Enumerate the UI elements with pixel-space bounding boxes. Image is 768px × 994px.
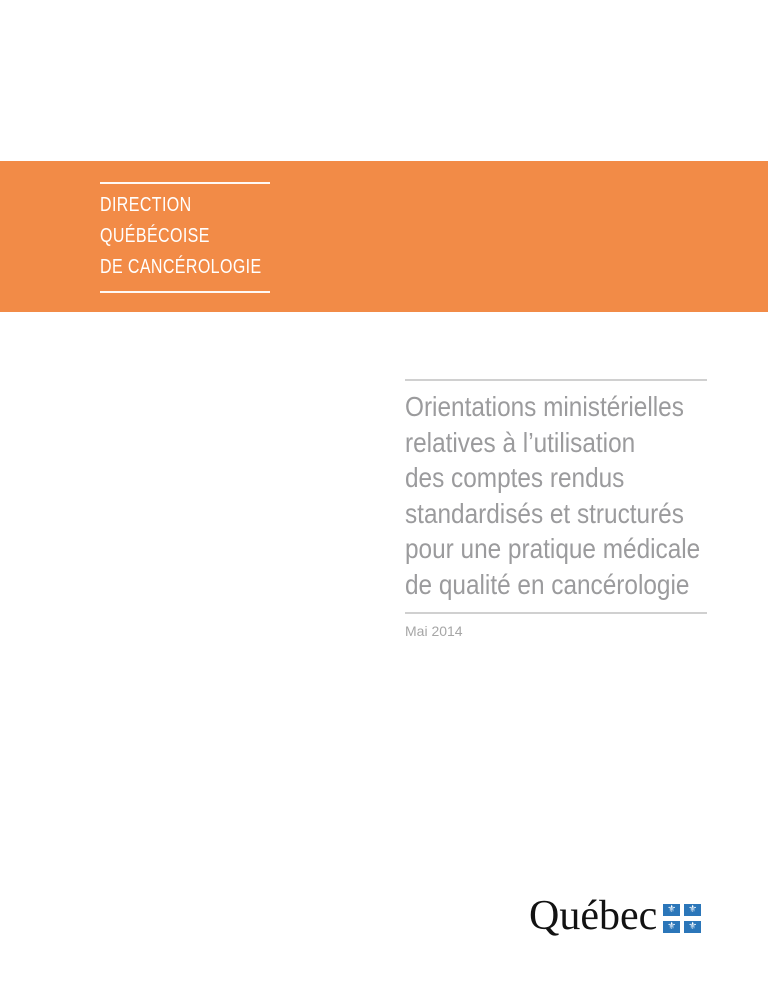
quebec-wordmark: Québec <box>529 893 658 939</box>
title-line-3: des comptes rendus <box>405 462 625 494</box>
department-name-line-1: DIRECTION <box>100 194 192 216</box>
fleur-de-lis-icon: ⚜ <box>688 904 698 915</box>
title-top-rule <box>405 379 707 381</box>
orange-banner <box>0 161 768 312</box>
department-name-line-2: QUÉBÉCOISE <box>100 225 210 247</box>
publication-date: Mai 2014 <box>405 622 463 639</box>
title-line-5: pour une pratique médicale <box>405 533 701 565</box>
department-name <box>100 190 270 283</box>
banner-bottom-rule <box>100 291 270 293</box>
cover-title-block <box>405 379 707 639</box>
flag-square <box>684 921 701 933</box>
quebec-logo <box>529 893 701 939</box>
title-line-1: Orientations ministérielles <box>405 391 684 422</box>
title-line-2: relatives à l’utilisation <box>405 426 636 458</box>
department-name-line-3: DE CANCÉROLOGIE <box>100 256 262 278</box>
flag-square <box>663 921 680 933</box>
quebec-flag-icon <box>663 904 701 933</box>
fleur-de-lis-icon: ⚜ <box>667 921 677 932</box>
fleur-de-lis-icon: ⚜ <box>667 904 677 915</box>
title-line-4: standardisés et structurés <box>405 497 684 529</box>
title-line-6: de qualité en cancérologie <box>405 568 690 600</box>
document-title <box>405 389 707 603</box>
flag-square <box>663 904 680 916</box>
fleur-de-lis-icon: ⚜ <box>688 921 698 932</box>
flag-square <box>684 904 701 916</box>
title-bottom-rule <box>405 612 707 614</box>
department-block <box>100 182 270 293</box>
banner-top-rule <box>100 182 270 184</box>
